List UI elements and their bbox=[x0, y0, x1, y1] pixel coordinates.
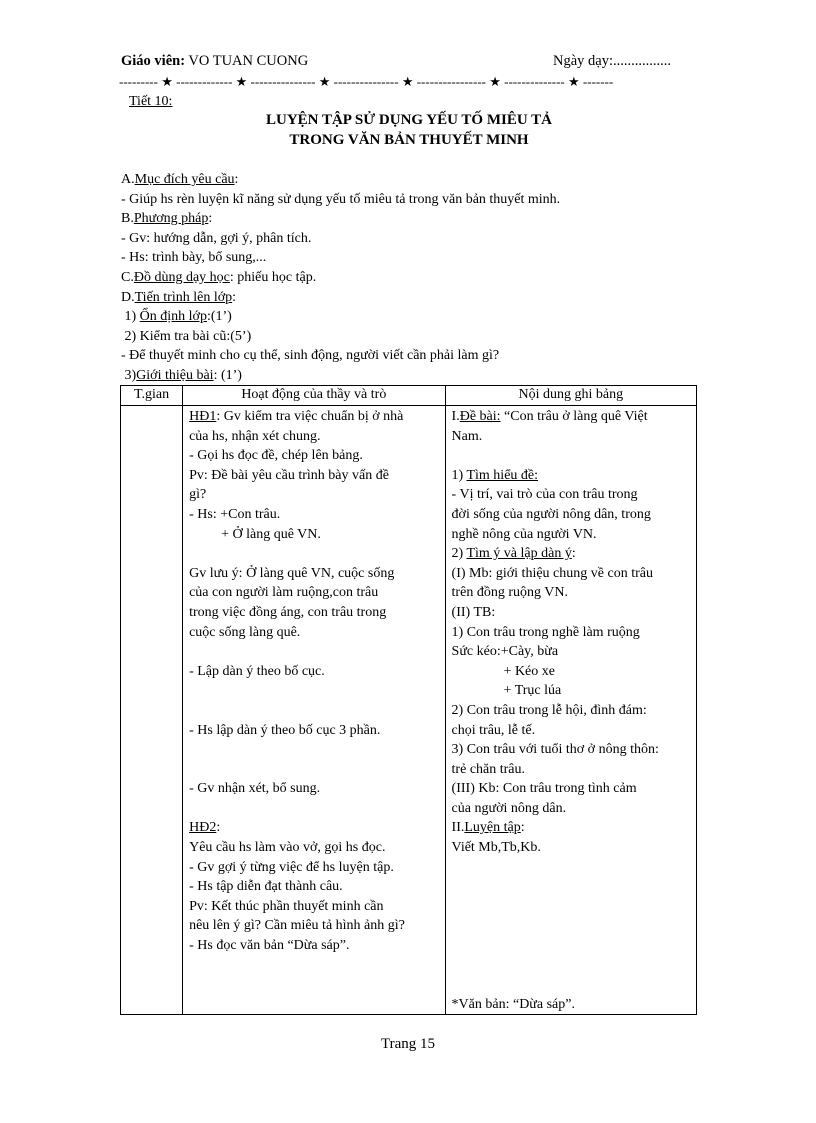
blank-line bbox=[189, 701, 439, 721]
table-body-row bbox=[121, 406, 697, 1015]
activity-line: Pv: Đề bài yêu cầu trình bày vấn đề bbox=[189, 467, 389, 483]
content-line: (III) Kb: Con trâu trong tình cảm bbox=[451, 781, 637, 797]
activity-line: - Hs đọc văn bản “Dừa sáp”. bbox=[189, 938, 350, 954]
lesson-plan-table bbox=[120, 385, 697, 1015]
blank-line bbox=[189, 760, 439, 780]
content-line: (II) TB: bbox=[451, 604, 496, 620]
blank-line bbox=[189, 642, 439, 662]
blank-line bbox=[452, 897, 691, 917]
step-analyze: 1) Tìm hiểu đề: bbox=[451, 467, 539, 483]
time-cell bbox=[121, 406, 183, 1015]
section-a-heading: A.Mục đích yêu cầu: bbox=[121, 172, 239, 187]
header-content: Nội dung ghi bảng bbox=[445, 386, 696, 406]
blank-line bbox=[452, 936, 691, 956]
section-c-line: C.Đồ dùng dạy học: phiếu học tập. bbox=[121, 269, 317, 285]
step-outline: 2) Tìm ý và lập dàn ý: bbox=[451, 546, 576, 562]
section-d-heading: D.Tiến trình lên lớp: bbox=[121, 289, 237, 305]
content-line: chọi trâu, lễ tế. bbox=[451, 722, 536, 738]
title-line-2: TRONG VĂN BẢN THUYẾT MINH bbox=[289, 131, 529, 148]
activity-line: của hs, nhận xét chung. bbox=[189, 428, 321, 444]
blank-line bbox=[452, 916, 691, 936]
page-header bbox=[121, 52, 697, 72]
lesson-number: Tiết 10: bbox=[129, 94, 173, 109]
activity-line: Pv: Kết thúc phần thuyết minh cần bbox=[189, 898, 384, 914]
step-3: 3)Giới thiệu bài: (1’) bbox=[121, 367, 242, 383]
blank-line bbox=[452, 956, 691, 976]
activity-line: cuộc sống làng quê. bbox=[189, 624, 301, 640]
step-2: 2) Kiểm tra bài cũ:(5’) bbox=[121, 328, 252, 344]
table-header-row bbox=[121, 386, 697, 406]
activity-line: Yêu cầu hs làm vào vở, gọi hs đọc. bbox=[189, 840, 386, 856]
lesson-body bbox=[121, 170, 701, 386]
header-time: T.gian bbox=[121, 386, 183, 406]
content-line: nghề nông của người VN. bbox=[451, 526, 597, 542]
activity-line: gì? bbox=[189, 487, 207, 503]
content-line: + Kéo xe bbox=[503, 663, 555, 679]
activity-line: Gv lưu ý: Ở làng quê VN, cuộc sống bbox=[189, 565, 395, 581]
hd1-line: HĐ1: Gv kiểm tra việc chuẩn bị ở nhà bbox=[189, 409, 404, 424]
content-line: Viết Mb,Tb,Kb. bbox=[451, 840, 541, 856]
star-divider: --------- ★ ------------- ★ --------------- ★ --------------- ★ ---------------- ★ -------------- ★ ------- bbox=[119, 74, 614, 88]
section-b-heading: B.Phương pháp: bbox=[121, 211, 213, 227]
section-b-line-1: - Gv: hướng dẫn, gợi ý, phân tích. bbox=[121, 230, 312, 246]
step-2-question: - Để thuyết minh cho cụ thể, sinh động, người viết cần phải làm gì? bbox=[121, 348, 500, 364]
activity-line: - Hs: +Con trâu. bbox=[189, 506, 281, 522]
teacher-line bbox=[121, 52, 308, 72]
activity-line: nêu lên ý gì? Cần miêu tả hình ảnh gì? bbox=[189, 918, 405, 934]
step-1: 1) Ổn định lớp:(1’) bbox=[121, 309, 232, 325]
hd2-line: HĐ2: bbox=[189, 820, 221, 836]
blank-line bbox=[189, 740, 439, 760]
section-a-text: - Giúp hs rèn luyện kĩ năng sử dụng yếu tố miêu tả trong văn bản thuyết minh. bbox=[121, 191, 561, 207]
practice-heading: II.Luyện tập: bbox=[451, 820, 525, 836]
activity-line: - Gv nhận xét, bổ sung. bbox=[189, 781, 321, 797]
content-line: (I) Mb: giới thiệu chung về con trâu bbox=[451, 565, 653, 581]
activity-line: - Hs tập diễn đạt thành câu. bbox=[189, 879, 343, 895]
content-cell bbox=[445, 406, 696, 1015]
activity-line: trong việc đồng áng, con trâu trong bbox=[189, 604, 387, 620]
lesson-title bbox=[121, 111, 697, 150]
content-line: Sức kéo:+Cày, bừa bbox=[451, 644, 559, 660]
content-line: - Vị trí, vai trò của con trâu trong bbox=[451, 487, 638, 503]
content-line: của người nông dân. bbox=[451, 800, 567, 816]
blank-line bbox=[189, 544, 439, 564]
content-line: trên đồng ruộng VN. bbox=[451, 585, 568, 601]
content-line: + Trục lúa bbox=[503, 683, 562, 699]
section-b-line-2: - Hs: trình bày, bổ sung,... bbox=[121, 250, 267, 266]
content-line: đời sống của người nông dân, trong bbox=[451, 506, 651, 522]
blank-line bbox=[452, 858, 691, 878]
page-number: Trang 15 bbox=[380, 1036, 436, 1052]
blank-line bbox=[452, 446, 691, 466]
activities-cell bbox=[183, 406, 445, 1015]
activity-line: của con người làm ruộng,con trâu bbox=[189, 585, 379, 601]
content-line: 3) Con trâu với tuổi thơ ở nông thôn: bbox=[451, 742, 659, 758]
activity-line: - Hs lập dàn ý theo bố cục 3 phần. bbox=[189, 722, 381, 738]
teacher-label: Giáo viên: bbox=[121, 53, 186, 69]
content-line: 1) Con trâu trong nghề làm ruộng bbox=[451, 624, 640, 640]
topic-line: I.Đề bài: “Con trâu ở làng quê Việt bbox=[451, 409, 648, 424]
content-line: *Văn bản: “Dừa sáp”. bbox=[451, 996, 575, 1012]
activity-line: - Gv gợi ý từng việc để hs luyện tập. bbox=[189, 859, 394, 875]
content-line: 2) Con trâu trong lễ hội, đình đám: bbox=[451, 702, 647, 718]
title-line-1: LUYỆN TẬP SỬ DỤNG YẾU TỐ MIÊU TẢ bbox=[265, 112, 553, 128]
blank-line bbox=[189, 799, 439, 819]
teacher-name: VO TUAN CUONG bbox=[188, 53, 309, 69]
header-activities: Hoạt động của thầy và trò bbox=[183, 386, 445, 406]
blank-line bbox=[189, 681, 439, 701]
blank-line bbox=[452, 877, 691, 897]
teaching-date: Ngày dạy:................ bbox=[553, 53, 671, 69]
content-line: Nam. bbox=[451, 428, 483, 444]
activity-line: - Gọi hs đọc đề, chép lên bảng. bbox=[189, 448, 363, 464]
content-line: trẻ chăn trâu. bbox=[451, 761, 526, 777]
activity-line: + Ở làng quê VN. bbox=[221, 526, 321, 542]
blank-line bbox=[452, 975, 691, 995]
activity-line: - Lập dàn ý theo bố cục. bbox=[189, 663, 325, 679]
